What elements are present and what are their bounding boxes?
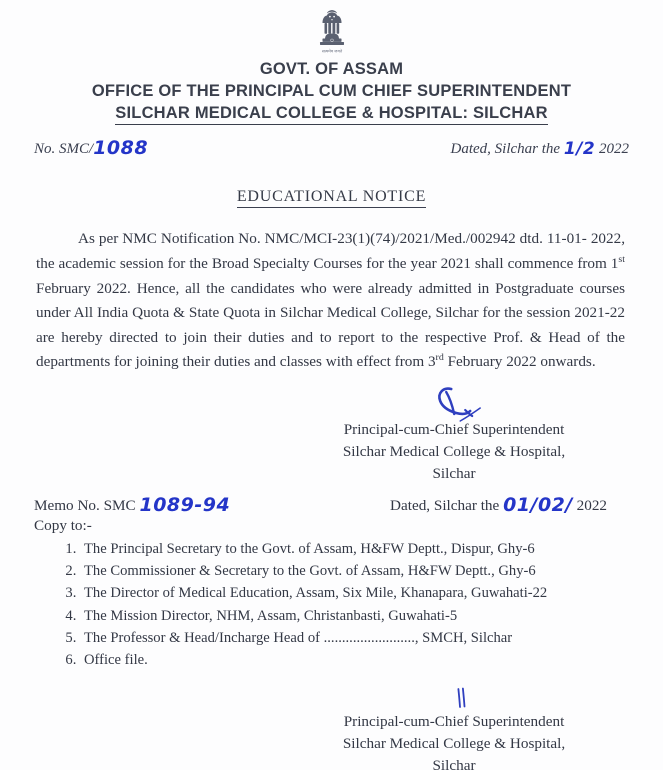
reference-number-handwritten: 1088 [93, 137, 149, 160]
notice-title-row [34, 188, 629, 208]
signature-block-bottom [289, 711, 619, 777]
memo-date [390, 493, 629, 515]
issue-date-separator: / [576, 139, 583, 160]
memo-number [34, 493, 230, 515]
copy-to-label: Copy to:- [34, 517, 92, 535]
emblem-motto-text: सत्यमेव जयते [321, 48, 342, 54]
page-title: EDUCATIONAL NOTICE [237, 188, 426, 208]
india-state-emblem-icon [312, 9, 352, 55]
signature-bottom-institution: Silchar Medical College & Hospital, [342, 735, 566, 753]
list-item: 2. The Commissioner & Secretary to the Govt. of Assam, H&FW Deptt., Ghy-6 [80, 560, 629, 582]
memo-row [34, 493, 629, 515]
signature-top-institution: Silchar Medical College & Hospital, [342, 443, 566, 461]
memo-date-year: 2022 [576, 497, 607, 515]
copy-distribution-list [34, 538, 629, 671]
issue-date-year: 2022 [599, 141, 629, 158]
signature-block-top [289, 419, 619, 485]
body-superscript-rd: rd [435, 352, 444, 364]
signature-bottom-title: Principal-cum-Chief Superintendent [343, 713, 565, 731]
signature-top-city: Silchar [432, 465, 476, 483]
reference-number-label: No. SMC/ [34, 141, 94, 158]
notice-body [34, 227, 629, 375]
signature-bottom-city: Silchar [432, 757, 476, 775]
body-part-2: February 2022. Hence, all the candidates who were already admitted in Postgraduate courses under All India Quota & State Quota in Silchar Medical College, Silchar for the session 2021-22 are hereby directed to join their duties and to report to the respective Prof. & Head of the departments for joining their duties and classes with effect from 3 [36, 279, 625, 371]
handwritten-initial-icon [447, 686, 477, 712]
list-item: 6. Office file. [80, 649, 629, 671]
emblem-container [34, 0, 629, 57]
memo-number-handwritten: 1089-94 [139, 494, 231, 517]
reference-number [34, 136, 148, 158]
reference-date-row [34, 136, 629, 158]
issue-date [451, 138, 629, 158]
list-item: 4. The Mission Director, NHM, Assam, Christanbasti, Guwahati-5 [80, 605, 629, 627]
body-part-1: As per NMC Notification No. NMC/MCI-23(1)(74)/2021/Med./002942 dtd. 11-01- 2022, the academic session for the Broad Specialty Courses for the year 2021 shall commence from 1 [36, 230, 625, 272]
header-line-institution: SILCHAR MEDICAL COLLEGE & HOSPITAL: SILCHAR [115, 103, 547, 126]
memo-date-handwritten: 01/02/ [503, 494, 573, 517]
memo-date-label: Dated, Silchar the [390, 497, 500, 515]
list-item: 1. The Principal Secretary to the Govt. of Assam, H&FW Deptt., Dispur, Ghy-6 [80, 538, 629, 560]
memo-number-label: Memo No. SMC [34, 497, 136, 515]
header-line-office: OFFICE OF THE PRINCIPAL CUM CHIEF SUPERINTENDENT [91, 81, 572, 100]
list-item: 3. The Director of Medical Education, Assam, Six Mile, Khanapara, Guwahati-22 [80, 582, 629, 604]
header-line-institution-row [34, 103, 629, 126]
body-part-3: February 2022 onwards. [443, 353, 596, 371]
body-superscript-st: st [618, 253, 625, 265]
signature-top-title: Principal-cum-Chief Superintendent [343, 421, 565, 439]
issue-date-day: 1 [563, 139, 577, 160]
issue-date-month: 2 [582, 139, 596, 160]
issue-date-label: Dated, Silchar the [450, 141, 561, 158]
header-line-govt: GOVT. OF ASSAM [259, 60, 404, 78]
list-item: 5. The Professor & Head/Incharge Head of ........................., SMCH, Silchar [80, 627, 629, 649]
